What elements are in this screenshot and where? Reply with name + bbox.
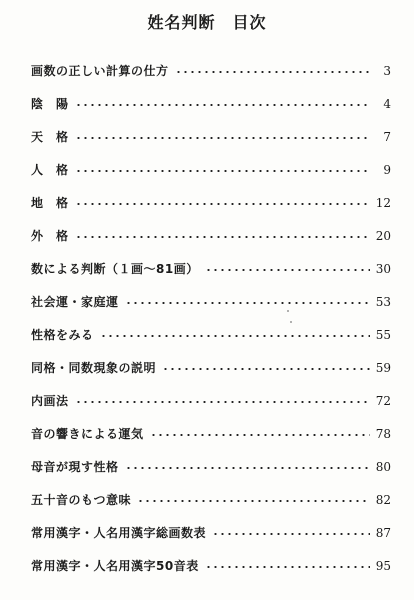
toc-entry: [31, 153, 391, 186]
toc-page-number: 87: [375, 525, 391, 540]
toc-entry: [31, 549, 391, 582]
toc-entry: [31, 417, 391, 450]
toc-entry-label: 性格をみる: [31, 328, 94, 342]
toc-entry-label: 常用漢字・人名用漢字総画数表: [31, 526, 207, 540]
dot-leader: [75, 236, 370, 238]
toc-entry-label: 五十音のもつ意味: [31, 493, 132, 507]
page-title: 姓名判断 目次: [147, 13, 267, 32]
dot-leader: [137, 500, 370, 502]
toc-page-number: 78: [375, 426, 391, 441]
toc-entry: [31, 54, 391, 87]
toc-page-number: 20: [375, 228, 391, 243]
toc-page-number: 59: [375, 360, 391, 375]
dot-leader: [75, 104, 371, 106]
toc-entry-label: 常用漢字・人名用漢字50音表: [31, 559, 199, 573]
dot-leader: [205, 566, 370, 568]
toc-entry-label: 人 格: [31, 163, 69, 177]
toc-page-number: 7: [383, 129, 391, 144]
dot-leader: [175, 71, 371, 73]
dot-leader: [205, 269, 370, 271]
toc-entry: [31, 318, 391, 351]
toc-entry: [31, 351, 391, 384]
toc-entry: [31, 252, 391, 285]
toc-page-number: 30: [375, 261, 391, 276]
toc-page-number: 55: [375, 327, 391, 342]
dot-leader: [212, 533, 370, 535]
toc-entry-label: 数による判断（１画〜81画）: [31, 262, 199, 276]
dot-leader: [75, 203, 370, 205]
toc-entry-label: 画数の正しい計算の仕方: [31, 64, 169, 78]
toc-page-number: 3: [383, 63, 391, 78]
toc-entry: [31, 483, 391, 516]
toc-entry: [31, 186, 391, 219]
toc-entry-label: 音の響きによる運気: [31, 427, 144, 441]
toc-entry: [31, 87, 391, 120]
dot-leader: [75, 170, 371, 172]
dot-leader: [100, 335, 370, 337]
toc-entry: [31, 450, 391, 483]
toc-entry-label: 社会運・家庭運: [31, 295, 119, 309]
dot-leader: [162, 368, 370, 370]
toc-entry: [31, 516, 391, 549]
toc-entry-label: 内画法: [31, 394, 69, 408]
toc-page-number: 82: [375, 492, 391, 507]
toc-entry-label: 母音が現す性格: [31, 460, 119, 474]
toc-entry-label: 地 格: [31, 196, 69, 210]
paper-speck: [287, 310, 289, 312]
toc-page-number: 80: [375, 459, 391, 474]
toc-entry: [31, 120, 391, 153]
dot-leader: [150, 434, 370, 436]
toc-page-number: 72: [375, 393, 391, 408]
paper-speck: [290, 321, 292, 323]
dot-leader: [75, 137, 371, 139]
toc-entry: [31, 285, 391, 318]
toc-page-number: 9: [383, 162, 391, 177]
toc-page-number: 95: [375, 558, 391, 573]
toc-page-number: 12: [375, 195, 391, 210]
toc-entry-label: 陰 陽: [31, 97, 69, 111]
toc-entry-label: 天 格: [31, 130, 69, 144]
toc-entry: [31, 219, 391, 252]
toc-entry-label: 外 格: [31, 229, 69, 243]
table-of-contents: [31, 54, 391, 582]
toc-page-number: 4: [383, 96, 391, 111]
toc-page-number: 53: [375, 294, 391, 309]
toc-entry-label: 同格・同数現象の説明: [31, 361, 157, 375]
dot-leader: [125, 467, 370, 469]
dot-leader: [75, 401, 370, 403]
toc-entry: [31, 384, 391, 417]
dot-leader: [125, 302, 370, 304]
